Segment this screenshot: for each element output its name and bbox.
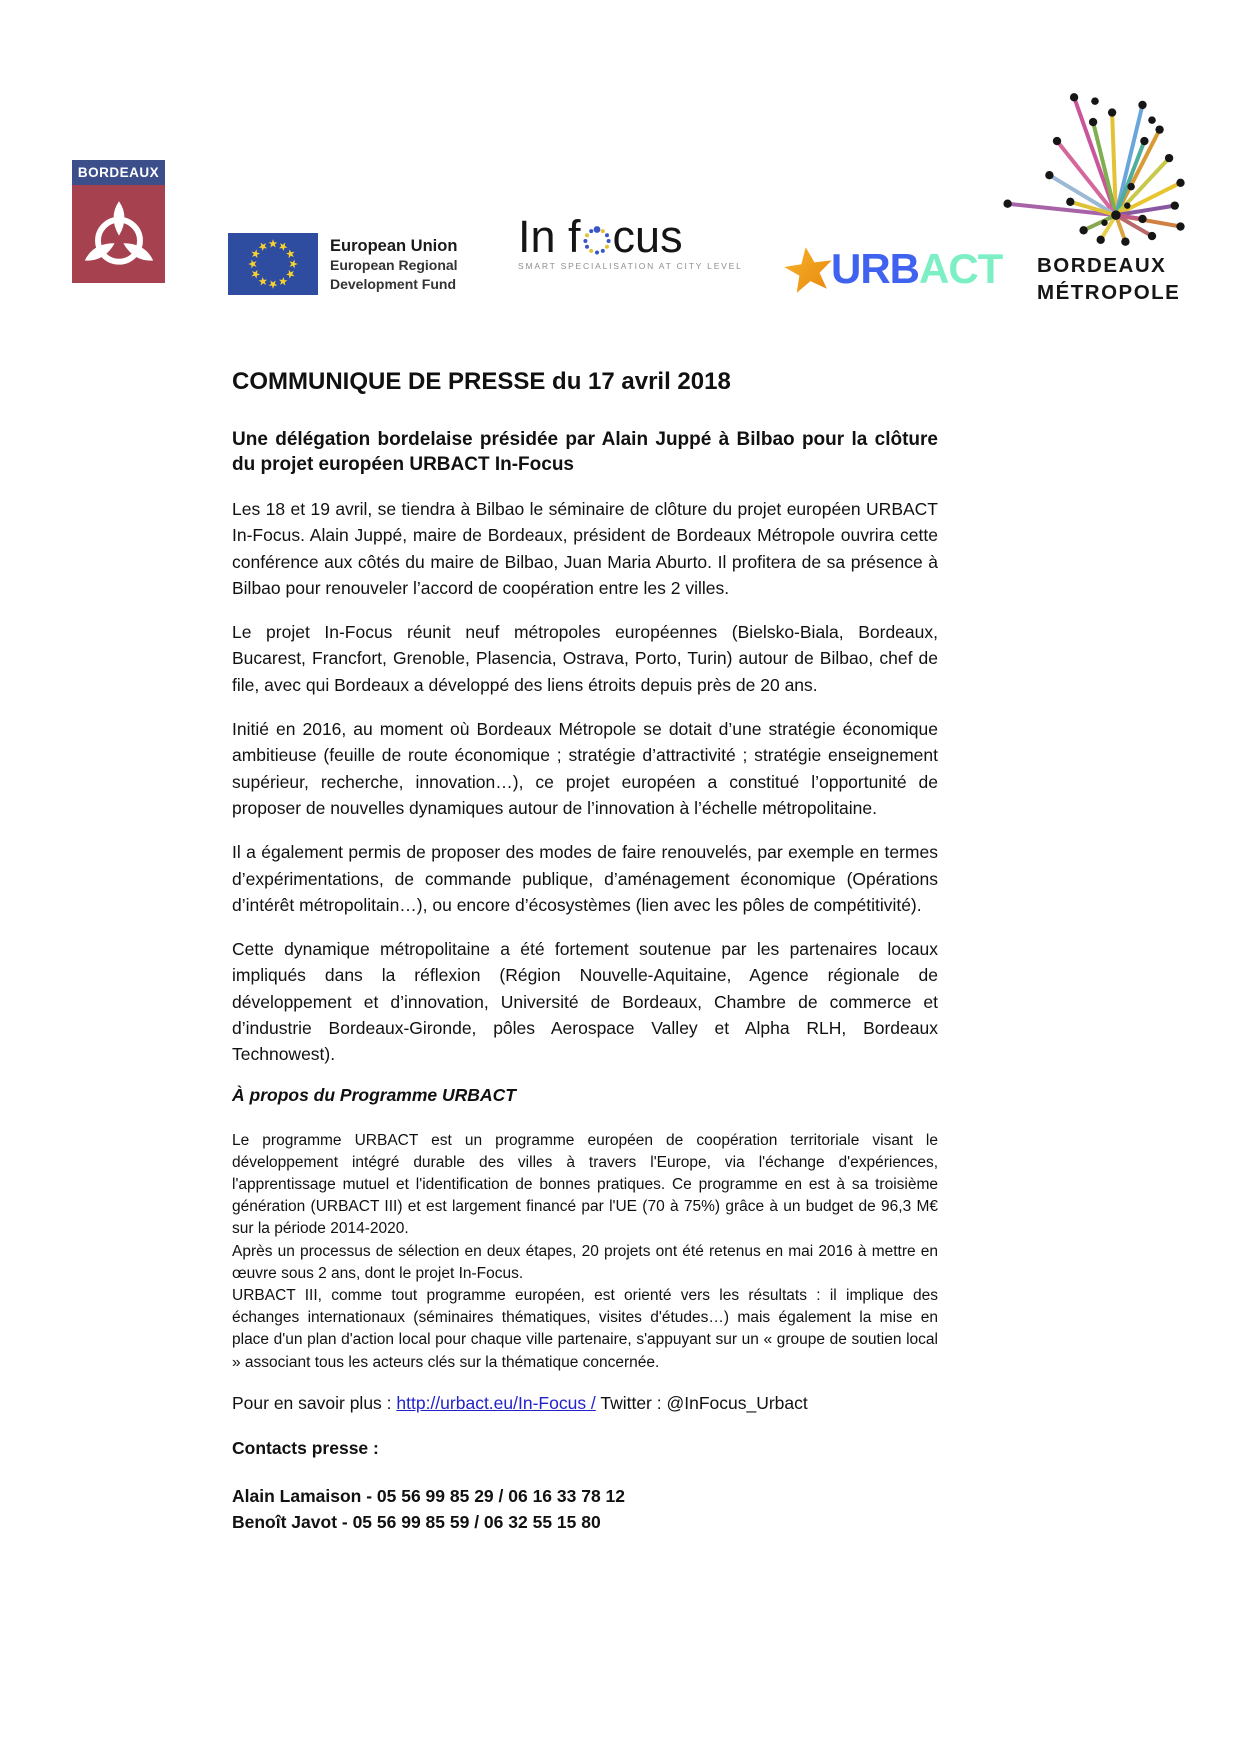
document-body bbox=[232, 368, 938, 1536]
urbact-star-icon bbox=[781, 242, 837, 296]
about-urbact-heading: À propos du Programme URBACT bbox=[232, 1084, 516, 1105]
bordeaux-trefoil-icon bbox=[72, 185, 165, 283]
contact-line-2: Benoît Javot - 05 56 99 85 59 / 06 32 55 15 80 bbox=[232, 1512, 601, 1533]
about-paragraph-3: URBACT III, comme tout programme européen, est orienté vers les résultats : il implique des échanges internationaux (séminaires thématiques, visites d'études…) mais également la mise en place d'un plan d'action local pour chaque ville partenaire, s'appuyant sur un « groupe de soutien local » associant tous les acteurs clés sur la thématique concernée. bbox=[232, 1287, 938, 1371]
more-info-suffix: Twitter : @InFocus_Urbact bbox=[595, 1392, 808, 1413]
press-release-title: COMMUNIQUE DE PRESSE du 17 avril 2018 bbox=[232, 368, 731, 395]
more-info-line bbox=[232, 1390, 938, 1416]
bordeaux-metropole-starburst-icon bbox=[1000, 90, 1190, 250]
eu-logo-title: European Union bbox=[330, 237, 458, 255]
bordeaux-city-logo bbox=[72, 160, 165, 283]
contacts-heading: Contacts presse : bbox=[232, 1437, 379, 1458]
press-release-subtitle: Une délégation bordelaise présidée par Alain Juppé à Bilbao pour la clôture du projet européen URBACT In-Focus bbox=[232, 429, 938, 475]
eu-logo bbox=[228, 233, 458, 295]
bordeaux-metropole-text-2: MÉTROPOLE bbox=[1037, 281, 1181, 304]
paragraph-5: Cette dynamique métropolitaine a été fortement soutenue par les partenaires locaux impliqués dans la réflexion (Région Nouvelle-Aquitaine, Agence régionale de développement et d’innovation, Université de Bordeaux, Chambre de commerce et d’industrie Bordeaux-Gironde, pôles Aerospace Valley et Alpha RLH, Bordeaux Technowest). bbox=[232, 939, 938, 1065]
bordeaux-city-logo-label: BORDEAUX bbox=[72, 160, 165, 185]
paragraph-3: Initié en 2016, au moment où Bordeaux Métropole se dotait d’une stratégie économique ambitieuse (feuille de route économique ; stratégie d’attractivité ; stratégie enseignement supérieur, recherche, innovation…), ce projet européen a constitué l’opportunité de proposer de nouvelles dynamiques autour de l’innovation à l’échelle métropolitaine. bbox=[232, 719, 938, 818]
infocus-logo bbox=[518, 211, 748, 271]
infocus-dotted-o-icon bbox=[582, 226, 612, 256]
urbact-infocus-link[interactable]: http://urbact.eu/In-Focus / bbox=[396, 1392, 596, 1413]
paragraph-2: Le projet In-Focus réunit neuf métropoles européennes (Bielsko-Biala, Bordeaux, Bucarest, Francfort, Grenoble, Plasencia, Ostrava, Porto, Turin) autour de Bilbao, chef de file, avec qui Bordeaux a développé des liens étroits depuis près de 20 ans. bbox=[232, 622, 938, 695]
bordeaux-metropole-text-1: BORDEAUX bbox=[1037, 254, 1167, 277]
infocus-logo-text-left: In f bbox=[518, 211, 581, 262]
paragraph-1: Les 18 et 19 avril, se tiendra à Bilbao le séminaire de clôture du projet européen URBACT In-Focus. Alain Juppé, maire de Bordeaux, président de Bordeaux Métropole ouvrira cette conférence aux côtés du maire de Bilbao, Juan Maria Aburto. Il profitera de sa présence à Bilbao pour renouveler l’accord de coopération entre les 2 villes. bbox=[232, 499, 938, 598]
urbact-logo-text-urb: URB bbox=[831, 245, 919, 292]
eu-logo-subtitle-2: Development Fund bbox=[330, 276, 457, 292]
eu-flag-icon bbox=[228, 233, 318, 295]
about-paragraph-2: Après un processus de sélection en deux étapes, 20 projets ont été retenus en mai 2016 à mettre en œuvre sous 2 ans, dont le projet In-Focus. bbox=[232, 1242, 938, 1282]
contact-line-1: Alain Lamaison - 05 56 99 85 29 / 06 16 33 78 12 bbox=[232, 1485, 626, 1506]
eu-logo-subtitle-1: European Regional bbox=[330, 257, 458, 273]
about-paragraph-1: Le programme URBACT est un programme européen de coopération territoriale visant le développement intégré durable des villes à travers l'Europe, via l'échange d'expériences, l'apprentissage mutuel et l'identification de bonnes pratiques. Ce programme en est à sa troisième génération (URBACT III) et est largement financé par l'UE (70 à 75%) grâce à un budget de 96,3 M€ sur la période 2014-2020. bbox=[232, 1131, 938, 1238]
paragraph-4: Il a également permis de proposer des modes de faire renouvelés, par exemple en termes d’expérimentations, de commande publique, d’aménagement économique (Opérations d’intérêt métropolitain…), ou encore d’écosystèmes (lien avec les pôles de compétitivité). bbox=[232, 842, 938, 915]
contacts-block bbox=[232, 1483, 938, 1536]
urbact-logo bbox=[781, 240, 1002, 298]
infocus-logo-text-right: cus bbox=[612, 211, 683, 262]
bordeaux-metropole-logo bbox=[990, 90, 1200, 306]
infocus-logo-subtitle: SMART SPECIALISATION AT CITY LEVEL bbox=[518, 261, 743, 271]
urbact-logo-text-act: ACT bbox=[919, 245, 1003, 292]
more-info-prefix: Pour en savoir plus : bbox=[232, 1392, 397, 1413]
